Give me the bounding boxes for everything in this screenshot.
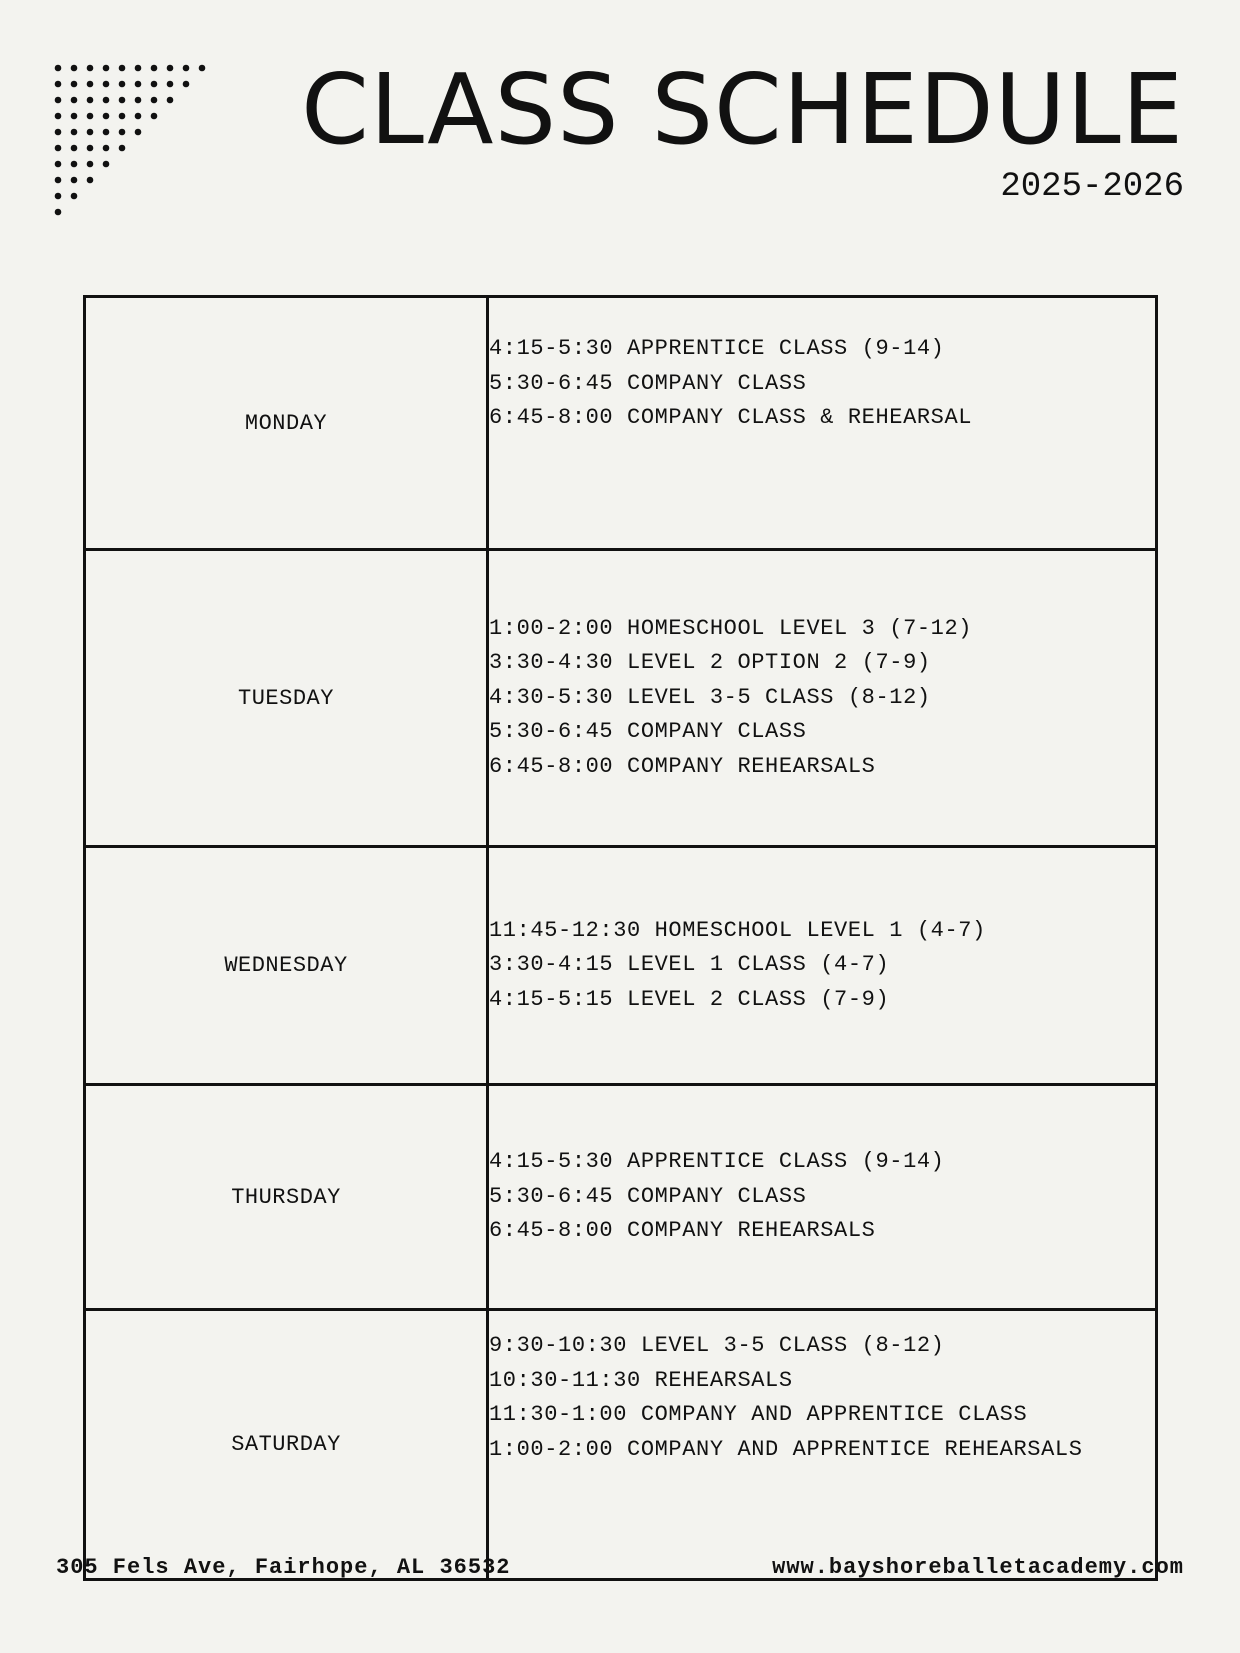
decorative-dot <box>55 65 62 72</box>
decorative-dot <box>151 97 158 104</box>
class-item: 4:15-5:15 LEVEL 2 CLASS (7-9) <box>489 986 890 1012</box>
class-item: 6:45-8:00 COMPANY CLASS & REHEARSAL <box>489 405 973 430</box>
address: 305 Fels Ave, Fairhope, AL 36532 <box>56 1555 511 1580</box>
decorative-dot <box>103 81 110 88</box>
class-item: 3:30-4:15 LEVEL 1 CLASS (4-7) <box>489 952 890 978</box>
class-list <box>488 847 1157 1085</box>
class-item: 11:45-12:30 HOMESCHOOL LEVEL 1 (4-7) <box>489 917 986 943</box>
decorative-dot <box>55 145 62 152</box>
decorative-dot <box>151 81 158 88</box>
class-list <box>488 297 1157 550</box>
decorative-dot <box>103 129 110 136</box>
decorative-dot <box>103 161 110 168</box>
decorative-dot <box>55 193 62 200</box>
decorative-dot <box>71 145 78 152</box>
class-item: 5:30-6:45 COMPANY CLASS <box>489 719 807 745</box>
decorative-dot <box>119 129 126 136</box>
day-label: MONDAY <box>85 297 488 550</box>
schedule-table <box>83 295 1158 1581</box>
class-item: 10:30-11:30 REHEARSALS <box>489 1367 793 1393</box>
decorative-dot <box>103 113 110 120</box>
decorative-dot <box>119 145 126 152</box>
decorative-dot <box>87 129 94 136</box>
decorative-dot <box>87 161 94 168</box>
schedule-row-tuesday <box>85 550 1157 847</box>
page-title: CLASS SCHEDULE <box>301 53 1184 166</box>
class-item: 4:15-5:30 APPRENTICE CLASS (9-14) <box>489 1149 945 1175</box>
schedule-row-thursday <box>85 1085 1157 1310</box>
decorative-dot <box>55 113 62 120</box>
schedule-row-wednesday <box>85 847 1157 1085</box>
decorative-dot <box>55 97 62 104</box>
class-item: 5:30-6:45 COMPANY CLASS <box>489 1183 807 1209</box>
decorative-dot <box>87 81 94 88</box>
schedule-row-monday <box>85 297 1157 550</box>
decorative-dot <box>183 81 190 88</box>
decorative-dot <box>55 81 62 88</box>
day-label: WEDNESDAY <box>85 847 488 1085</box>
class-item: 9:30-10:30 LEVEL 3-5 CLASS (8-12) <box>489 1333 945 1358</box>
decorative-dot <box>119 113 126 120</box>
decorative-dot <box>167 97 174 104</box>
day-label: SATURDAY <box>85 1310 488 1580</box>
decorative-dot <box>183 65 190 72</box>
decorative-dot <box>55 177 62 184</box>
decorative-dot <box>103 145 110 152</box>
class-list <box>488 1085 1157 1310</box>
class-item: 4:30-5:30 LEVEL 3-5 CLASS (8-12) <box>489 684 931 710</box>
decorative-dot <box>167 81 174 88</box>
decorative-dot <box>103 97 110 104</box>
decorative-dot <box>167 65 174 72</box>
website-link[interactable]: www.bayshoreballetacademy.com <box>772 1555 1184 1580</box>
decorative-dot <box>71 97 78 104</box>
decorative-dot <box>71 81 78 88</box>
decorative-dot <box>71 161 78 168</box>
dot-grid-triangle-icon <box>50 60 230 240</box>
decorative-dot <box>151 113 158 120</box>
decorative-dot <box>135 65 142 72</box>
decorative-dot <box>103 65 110 72</box>
decorative-dot <box>71 177 78 184</box>
decorative-dot <box>71 193 78 200</box>
class-item: 5:30-6:45 COMPANY CLASS <box>489 370 807 396</box>
decorative-dot <box>119 81 126 88</box>
decorative-dot <box>71 129 78 136</box>
decorative-dot <box>135 129 142 136</box>
class-item: 1:00-2:00 COMPANY AND APPRENTICE REHEARSALS <box>489 1436 1083 1462</box>
decorative-dot <box>87 97 94 104</box>
decorative-dot <box>135 97 142 104</box>
class-item: 11:30-1:00 COMPANY AND APPRENTICE CLASS <box>489 1402 1028 1427</box>
decorative-dot <box>87 145 94 152</box>
decorative-dot <box>135 113 142 120</box>
decorative-dot <box>55 129 62 136</box>
schedule-row-saturday <box>85 1310 1157 1580</box>
class-list <box>488 550 1157 847</box>
decorative-dot <box>119 65 126 72</box>
decorative-dot <box>71 65 78 72</box>
decorative-dot <box>71 113 78 120</box>
decorative-dot <box>151 65 158 72</box>
day-label: TUESDAY <box>85 550 488 847</box>
class-list <box>488 1310 1157 1580</box>
decorative-dot <box>199 65 206 72</box>
class-item: 4:15-5:30 APPRENTICE CLASS (9-14) <box>489 336 945 361</box>
decorative-dot <box>135 81 142 88</box>
school-year: 2025-2026 <box>1000 168 1184 206</box>
decorative-dot <box>119 97 126 104</box>
class-item: 3:30-4:30 LEVEL 2 OPTION 2 (7-9) <box>489 650 931 676</box>
decorative-dot <box>87 113 94 120</box>
class-item: 6:45-8:00 COMPANY REHEARSALS <box>489 1218 876 1244</box>
decorative-dot <box>55 209 62 216</box>
decorative-dot <box>87 177 94 184</box>
class-item: 6:45-8:00 COMPANY REHEARSALS <box>489 753 876 779</box>
decorative-dot <box>87 65 94 72</box>
day-label: THURSDAY <box>85 1085 488 1310</box>
decorative-dot <box>55 161 62 168</box>
class-item: 1:00-2:00 HOMESCHOOL LEVEL 3 (7-12) <box>489 615 973 641</box>
